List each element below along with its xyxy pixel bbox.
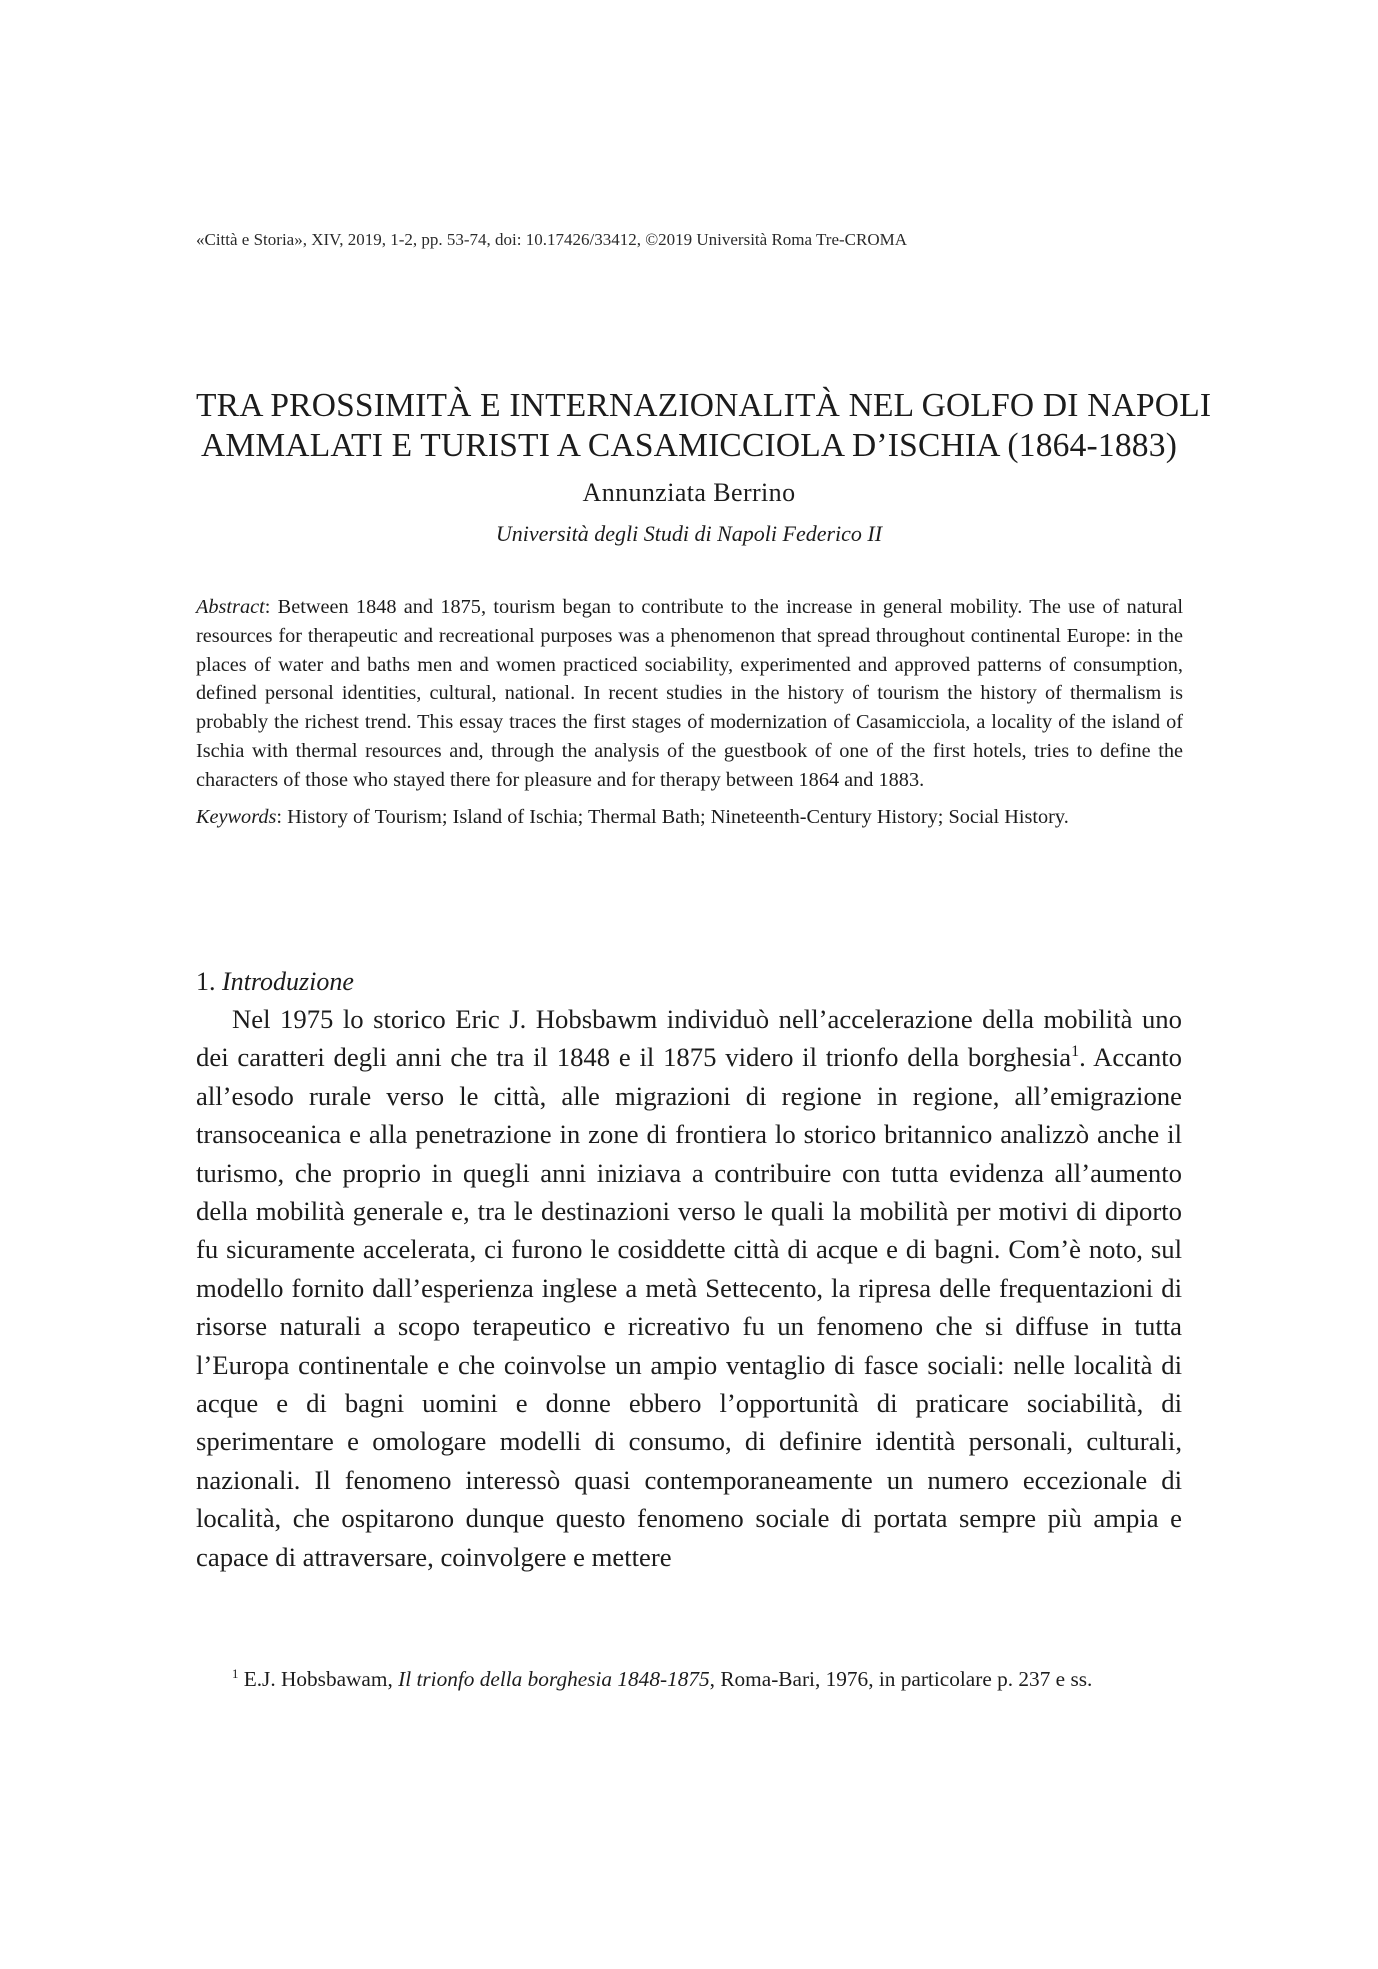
author-name: Annunziata Berrino bbox=[582, 478, 796, 507]
abstract-text: : Between 1848 and 1875, tourism began to contribute to the increase in general mobility. The use of natural resources for therapeutic and recreational purposes was a phenomenon that spread throughout continental Europe: in the places of water and baths men and women practiced sociability, experimented and approved patterns of consumption, defined personal identities, cultural, national. In recent studies in the history of tourism the history of thermalism is probably the richest trend. This essay traces the first stages of modernization of Casamicciola, a locality of the island of Ischia with thermal resources and, through the analysis of the guestbook of one of the first hotels, tries to define the characters of those who stayed there for pleasure and for therapy between 1864 and 1883. bbox=[196, 596, 1183, 791]
footnote-rest: , Roma-Bari, 1976, in particolare p. 237 e ss. bbox=[709, 1667, 1093, 1691]
body-paragraph bbox=[196, 1000, 1182, 1576]
footnote-title: Il trionfo della borghesia 1848-1875 bbox=[398, 1667, 710, 1691]
abstract-label: Abstract bbox=[196, 596, 265, 618]
abstract-section bbox=[196, 593, 1183, 831]
author-affiliation: Università degli Studi di Napoli Federico II bbox=[495, 521, 883, 546]
section-number: 1. bbox=[196, 967, 222, 996]
article-title-line-2: AMMALATI E TURISTI A CASAMICCIOLA D’ISCHIA (1864-1883) bbox=[200, 427, 1178, 464]
section-title: Introduzione bbox=[222, 967, 354, 996]
footnote-paragraph bbox=[196, 1664, 1183, 1694]
article-title-line-1: TRA PROSSIMITÀ E INTERNAZIONALITÀ NEL GOLFO DI NAPOLI bbox=[196, 387, 1212, 424]
body-paragraph-part-1: Nel 1975 lo storico Eric J. Hobsbawm individuò nell’accelerazione della mobilità uno dei caratteri degli anni che tra il 1848 e il 1875 videro il trionfo della borghesia bbox=[196, 1004, 1182, 1073]
journal-citation: «Città e Storia», XIV, 2019, 1-2, pp. 53-74, doi: 10.17426/33412, ©2019 Università Roma Tre-CROMA bbox=[196, 230, 908, 249]
footnote bbox=[196, 1664, 1183, 1694]
body-text bbox=[196, 1000, 1182, 1576]
title-block bbox=[196, 386, 1212, 550]
footnote-author: E.J. Hobsbawam, bbox=[238, 1667, 399, 1691]
keywords-text: : History of Tourism; Island of Ischia; Thermal Bath; Nineteenth-Century History; Social History. bbox=[276, 805, 1069, 828]
body-paragraph-part-2: . Accanto all’esodo rurale verso le città, alle migrazioni di regione in regione, all’emigrazione transoceanica e alla penetrazione in zone di frontiera lo storico britannico analizzò anche il turismo, che proprio in quegli anni iniziava a contribuire con tutta evidenza all’aumento della mobilità generale e, tra le destinazioni verso le quali la mobilità per motivi di diporto fu sicuramente accelerata, ci furono le cosiddette città di acque e di bagni. Com’è noto, sul modello fornito dall’esperienza inglese a metà Settecento, la ripresa delle frequentazioni di risorse naturali a scopo terapeutico e ricreativo fu un fenomeno che si diffuse in tutta l’Europa continentale e che coinvolse un ampio ventaglio di fasce sociali: nelle località di acque e di bagni uomini e donne ebbero l’opportunità di praticare sociabilità, di sperimentare e omologare modelli di consumo, di definire identità personali, culturali, nazionali. Il fenomeno interessò quasi contemporaneamente un numero eccezionale di località, che ospitarono dunque questo fenomeno sociale di portata sempre più ampia e capace di attraversare, coinvolgere e mettere bbox=[196, 1042, 1183, 1572]
footnote-number: 1 bbox=[232, 1666, 239, 1681]
keywords-label: Keywords bbox=[196, 805, 277, 828]
abstract-paragraph bbox=[196, 593, 1183, 795]
keywords-paragraph bbox=[196, 803, 1183, 832]
section-heading bbox=[196, 964, 354, 1000]
footnote-reference: 1 bbox=[1071, 1043, 1080, 1061]
